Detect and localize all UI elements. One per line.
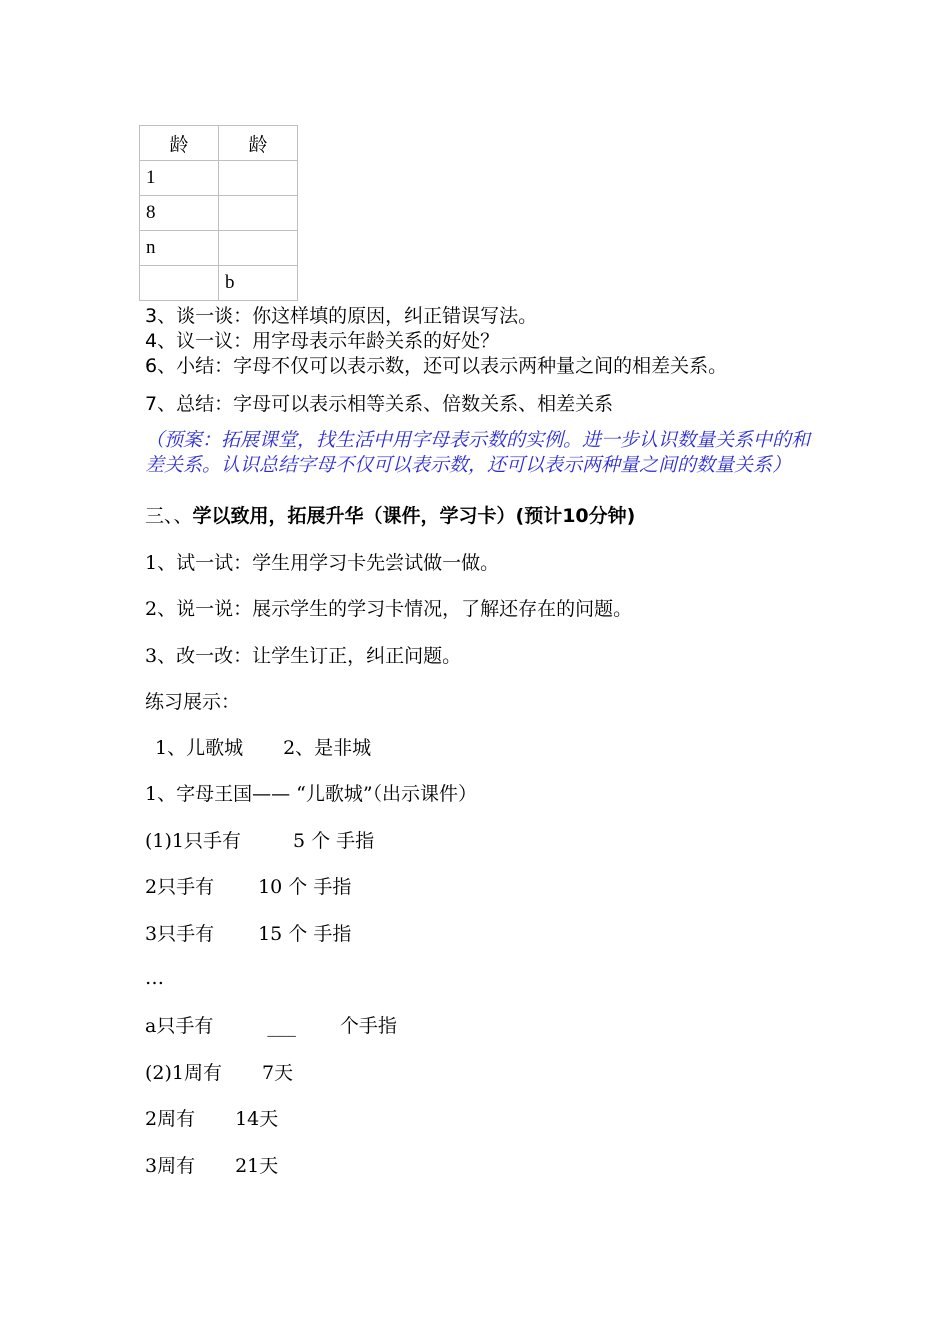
table-cell xyxy=(219,196,298,231)
step-discuss: 3、谈一谈：你这样填的原因，纠正错误写法。 xyxy=(145,305,538,327)
week-row xyxy=(145,1107,278,1131)
week-label: 2周有 xyxy=(145,1108,196,1130)
hands-row xyxy=(145,875,351,899)
hands-label: 2只手有 xyxy=(145,876,215,898)
practice-title: 练习展示： xyxy=(145,691,241,713)
table-cell xyxy=(219,231,298,266)
hands-row xyxy=(145,829,374,853)
hands-a-label: a只手有 xyxy=(145,1015,214,1037)
table-cell xyxy=(140,266,219,301)
practice-item: 1、儿歌城 xyxy=(155,737,244,759)
hands-value: 15 个 手指 xyxy=(258,923,352,945)
week-label: 3周有 xyxy=(145,1155,196,1177)
table-header-cell: 龄 xyxy=(140,126,219,161)
table-cell: 8 xyxy=(140,196,219,231)
plan-note: （预案：拓展课堂，找生活中用字母表示数的实例。进一步认识数量关系中的和差关系。认识总结字母不仅可以表示数，还可以表示两种量之间的数量关系） xyxy=(145,429,811,476)
step-summary: 6、小结：字母不仅可以表示数，还可以表示两种量之间的相差关系。 xyxy=(145,355,728,377)
table-cell xyxy=(219,161,298,196)
table-header-cell: 龄 xyxy=(219,126,298,161)
step-debate: 4、议一议：用字母表示年龄关系的好处？ xyxy=(145,330,500,352)
practice-item: 2、是非城 xyxy=(283,737,372,759)
step-conclusion: 7、总结：字母可以表示相等关系、倍数关系、相差关系 xyxy=(145,393,614,415)
step-say: 2、说一说：展示学生的学习卡情况，了解还存在的问题。 xyxy=(145,598,633,620)
hands-row xyxy=(145,922,351,946)
week-row xyxy=(145,1061,293,1085)
week-label: (2)1周有 xyxy=(145,1062,223,1084)
section-heading xyxy=(145,504,635,528)
week-row xyxy=(145,1154,278,1178)
step-correct: 3、改一改：让学生订正，纠正问题。 xyxy=(145,645,462,667)
section-prefix: 三、、 xyxy=(145,505,193,527)
age-table xyxy=(139,125,298,301)
hands-a-blank: ___ xyxy=(267,1015,296,1037)
hands-a-suffix: 个手指 xyxy=(339,1015,397,1037)
table-row xyxy=(140,231,298,266)
hands-row-a xyxy=(145,1014,397,1038)
week-value: 7天 xyxy=(262,1062,294,1084)
step-try: 1、试一试：学生用学习卡先尝试做一做。 xyxy=(145,552,500,574)
ellipsis: … xyxy=(145,967,164,989)
city-heading: 1、字母王国—— “儿歌城”（出示课件） xyxy=(145,783,478,805)
table-row xyxy=(140,161,298,196)
table-header-row xyxy=(140,126,298,161)
hands-value: 10 个 手指 xyxy=(258,876,352,898)
week-value: 14天 xyxy=(235,1108,279,1130)
table-cell: n xyxy=(140,231,219,266)
practice-list xyxy=(155,736,371,760)
table-cell: 1 xyxy=(140,161,219,196)
section-title: 学以致用，拓展升华（课件，学习卡）(预计10分钟) xyxy=(192,505,636,527)
table-cell: b xyxy=(219,266,298,301)
week-value: 21天 xyxy=(235,1155,279,1177)
table-row xyxy=(140,266,298,301)
hands-value: 5 个 手指 xyxy=(293,830,375,852)
hands-label: 3只手有 xyxy=(145,923,215,945)
hands-label: (1)1只手有 xyxy=(145,830,242,852)
table-row xyxy=(140,196,298,231)
